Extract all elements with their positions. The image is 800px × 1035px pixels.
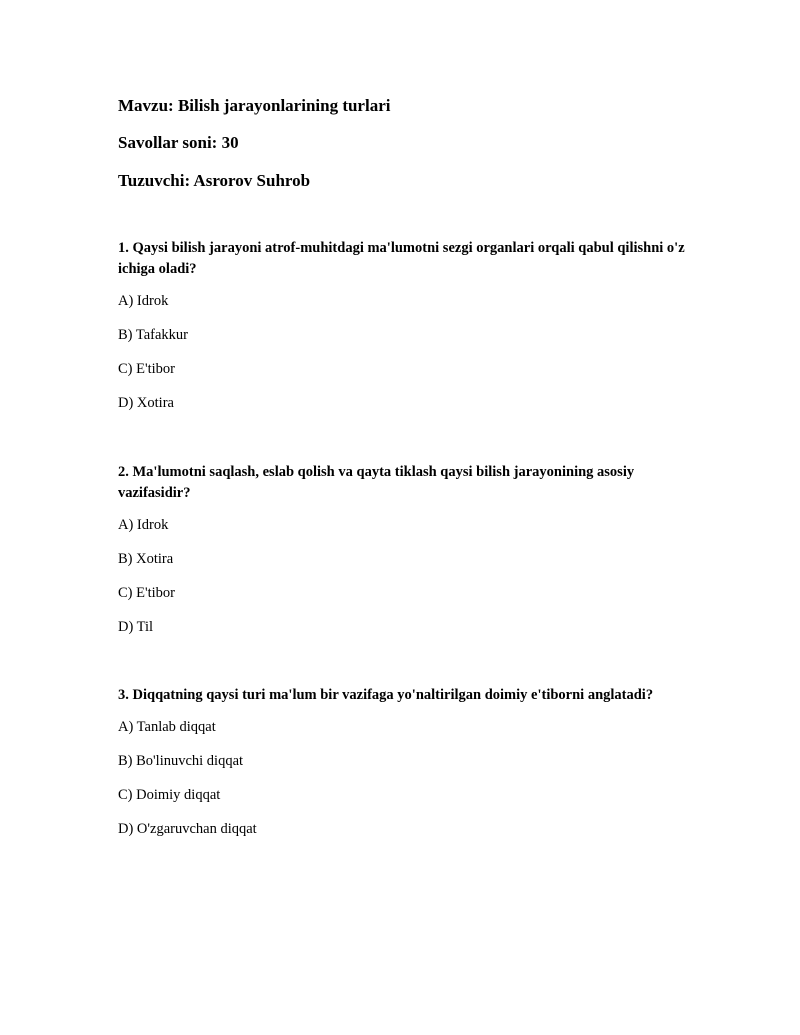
question-count-heading: Savollar soni: 30 (118, 133, 239, 152)
option-d: D) Xotira (118, 395, 174, 411)
option-c: C) E'tibor (118, 361, 175, 377)
option-a: A) Idrok (118, 517, 169, 533)
question-1 (118, 238, 698, 428)
author-heading: Tuzuvchi: Asrorov Suhrob (118, 171, 311, 190)
option-d: D) O'zgaruvchan diqqat (118, 821, 257, 837)
option-d: D) Til (118, 619, 154, 635)
question-3 (118, 685, 698, 854)
option-a: A) Tanlab diqqat (118, 719, 216, 735)
option-b: B) Bo'linuvchi diqqat (118, 753, 244, 769)
question-text: 1. Qaysi bilish jarayoni atrof-muhitdagi ma'lumotni sezgi organlari orqali qabul qilishni o'z ichiga oladi? (118, 240, 685, 277)
question-text: 2. Ma'lumotni saqlash, eslab qolish va qayta tiklash qaysi bilish jarayonining asosiy vazifasidir? (118, 464, 635, 501)
option-b: B) Tafakkur (118, 327, 188, 343)
topic-heading: Mavzu: Bilish jarayonlarining turlari (118, 96, 391, 115)
question-2 (118, 462, 698, 652)
option-c: C) Doimiy diqqat (118, 787, 221, 803)
option-a: A) Idrok (118, 293, 169, 309)
option-c: C) E'tibor (118, 585, 175, 601)
option-b: B) Xotira (118, 551, 174, 567)
question-text: 3. Diqqatning qaysi turi ma'lum bir vazifaga yo'naltirilgan doimiy e'tiborni anglatadi? (118, 687, 654, 703)
